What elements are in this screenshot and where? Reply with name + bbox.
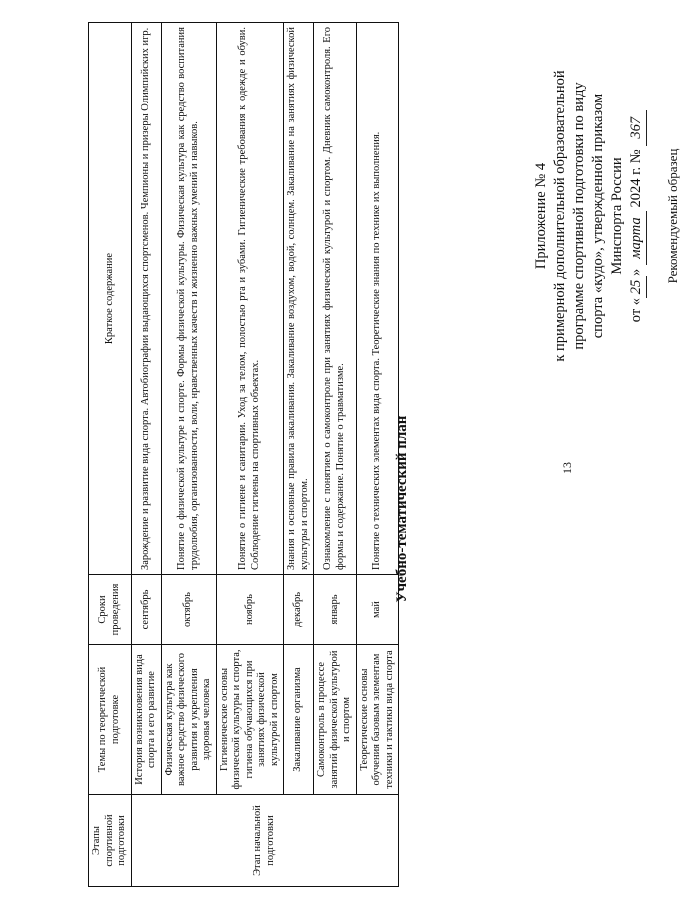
- page-number: 13: [560, 462, 574, 474]
- content-cell: Знания и основные правила закаливания. Закаливание воздухом, водой, солнцем. Закаливание на занятиях физической культуры и спортом.: [284, 23, 314, 575]
- appendix-header: [532, 11, 682, 421]
- content-cell: Зарождение и развитие вида спорта. Автобиографии выдающихся спортсменов. Чемпионы и призеры Олимпийских игр.: [131, 23, 161, 575]
- header-content: Краткое содержание: [89, 23, 132, 575]
- table-row: [356, 23, 399, 887]
- header-line: программе спортивной подготовки по виду: [571, 82, 587, 350]
- approval-mid2: 2024 г. №: [628, 149, 644, 208]
- sample-note: Рекомендуемый образец: [665, 148, 680, 284]
- table-row: [161, 23, 216, 887]
- topic-cell: Физическая культура как важное средство физического развития и укрепления здоровья человека: [161, 645, 216, 795]
- header-line: Минспорта России: [609, 157, 625, 275]
- header-line: к примерной дополнительной образовательной: [552, 70, 568, 362]
- approval-prefix: от «: [628, 297, 644, 323]
- topic-cell: Самоконтроль в процессе занятий физической культурой и спортом: [314, 645, 357, 795]
- stage-cell: Этап начальной подготовки: [131, 795, 399, 887]
- approval-number: 367: [627, 110, 647, 146]
- header-line: Приложение № 4: [533, 162, 549, 270]
- approval-day: 25: [627, 276, 647, 298]
- approval-line: [627, 11, 647, 421]
- header-topic: Темы по теоретической подготовке: [89, 645, 132, 795]
- topic-cell: Теоретические основы обучения базовым элементам техники и тактики вида спорта: [356, 645, 399, 795]
- content-cell: Понятие о физической культуре и спорте. Формы физической культуры. Физическая культура как средство воспитания трудолюбия, организованности, воли, нравственных качеств и жизненно важных умений и навыков.: [161, 23, 216, 575]
- topic-cell: Закаливание организма: [284, 645, 314, 795]
- table-row: [131, 23, 161, 887]
- table-row: [284, 23, 314, 887]
- header-line: спорта «кудо», утвержденной приказом: [590, 93, 606, 339]
- content-cell: Понятие о гигиене и санитарии. Уход за телом, полостью рта и зубами. Гигиенические требования к одежде и обуви. Соблюдение гигиены на спортивных объектах.: [216, 23, 284, 575]
- term-cell: октябрь: [161, 575, 216, 645]
- term-cell: сентябрь: [131, 575, 161, 645]
- term-cell: январь: [314, 575, 357, 645]
- table-header-row: [89, 23, 132, 887]
- thematic-plan-table: [88, 22, 399, 887]
- header-term: Сроки проведения: [89, 575, 132, 645]
- header-stage: Этапы спортивной подготовки: [89, 795, 132, 887]
- term-cell: май: [356, 575, 399, 645]
- content-cell: Понятие о технических элементах вида спорта. Теоретические знания по технике их выполнения.: [356, 23, 399, 575]
- topic-cell: История возникновения вида спорта и его развитие: [131, 645, 161, 795]
- table-row: [314, 23, 357, 887]
- term-cell: ноябрь: [216, 575, 284, 645]
- approval-mid1: »: [628, 268, 644, 276]
- content-cell: Ознакомление с понятием о самоконтроле при занятиях физической культурой и спортом. Дневник самоконтроля. Его формы и содержание. Понятие о травматизме.: [314, 23, 357, 575]
- plan-title: Учебно-тематический план: [394, 415, 410, 603]
- approval-month: марта: [627, 211, 647, 265]
- topic-cell: Гигиенические основы физической культуры и спорта, гигиена обучающихся при занятиях физической культурой и спортом: [216, 645, 284, 795]
- term-cell: декабрь: [284, 575, 314, 645]
- table-row: [216, 23, 284, 887]
